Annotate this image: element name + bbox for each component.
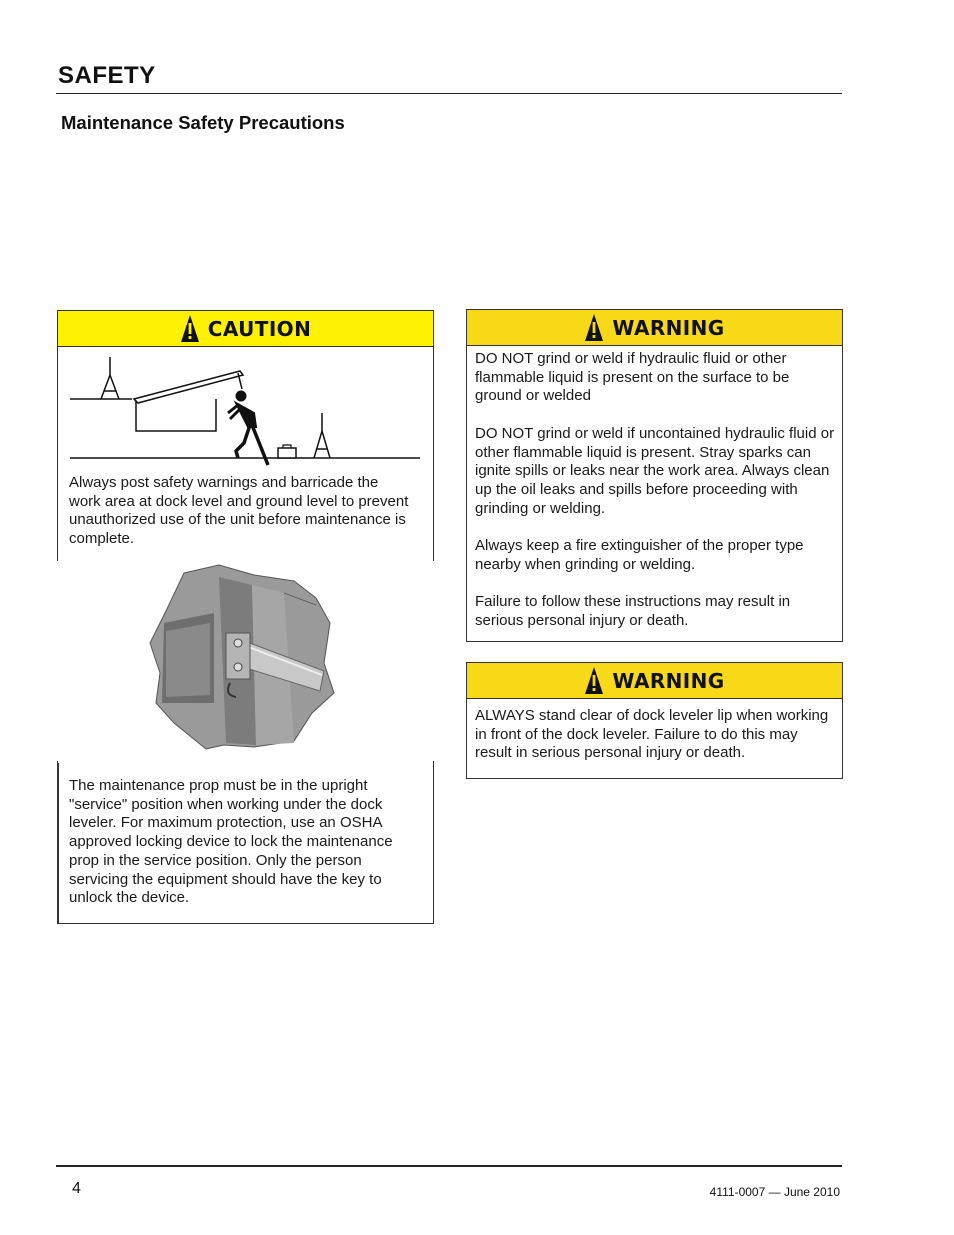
alert-triangle-icon	[584, 666, 604, 696]
warning-1-text	[475, 350, 837, 631]
leveler-platform	[136, 399, 216, 431]
warning-box-2	[466, 662, 843, 779]
warning-1-paragraph: DO NOT grind or weld if uncontained hydraulic fluid or other flammable liquid is present. Stray sparks can ignite spills or leaks near the work area. Always clean up the oil leaks and spills before proceeding with grinding or welding.	[475, 424, 835, 517]
page-number: 4	[72, 1180, 81, 1197]
caution-banner-label: CAUTION	[207, 316, 312, 341]
maintenance-prop-illustration	[144, 563, 340, 751]
caution-box	[57, 310, 434, 924]
figure1-caption: Always post safety warnings and barricade the work area at dock level and ground level to prevent unauthorized use of the unit before maintenance is complete.	[69, 474, 409, 548]
warning-1-paragraph: Failure to follow these instructions may result in serious personal injury or death.	[475, 593, 791, 629]
toolbox	[278, 448, 296, 458]
caution-divider-rule	[58, 763, 59, 923]
warning-banner-1-label: WARNING	[612, 315, 725, 340]
barricade-illustration	[68, 353, 423, 468]
caution-banner	[58, 311, 433, 347]
caution-divider-right	[433, 561, 434, 761]
subheading: Maintenance Safety Precautions	[61, 112, 345, 133]
warning-1-paragraph: DO NOT grind or weld if hydraulic fluid or other flammable liquid is present on the surface to be ground or welded	[475, 350, 790, 405]
warning-box-1	[466, 309, 843, 642]
section-title: SAFETY	[58, 62, 156, 89]
alert-triangle-icon	[180, 314, 200, 344]
caution-divider-left	[57, 561, 58, 761]
figure2-caption: The maintenance prop must be in the upright "service" position when working under the dock leveler. For maximum protection, use an OSHA approved locking device to lock the maintenance prop in the service position. Only the person servicing the equipment should have the key to unlock the device.	[69, 777, 393, 907]
footer-rule	[56, 1165, 842, 1167]
warning-banner-2-label: WARNING	[612, 668, 725, 693]
raised-deck	[134, 371, 243, 403]
warning-banner-1	[467, 310, 842, 346]
worker-figure	[228, 391, 268, 465]
warning-2-text: ALWAYS stand clear of dock leveler lip when working in front of the dock leveler. Failure to do this may result in serious personal injury or death.	[475, 707, 829, 762]
warning-1-paragraph: Always keep a fire extinguisher of the proper type nearby when grinding or welding.	[475, 537, 804, 573]
dock-warning-stand	[101, 375, 119, 399]
ground-warning-stand	[314, 431, 330, 458]
alert-triangle-icon	[584, 313, 604, 343]
warning-banner-2	[467, 663, 842, 699]
document-id: 4111-0007 — June 2010	[709, 1185, 840, 1199]
header-rule	[56, 93, 842, 94]
